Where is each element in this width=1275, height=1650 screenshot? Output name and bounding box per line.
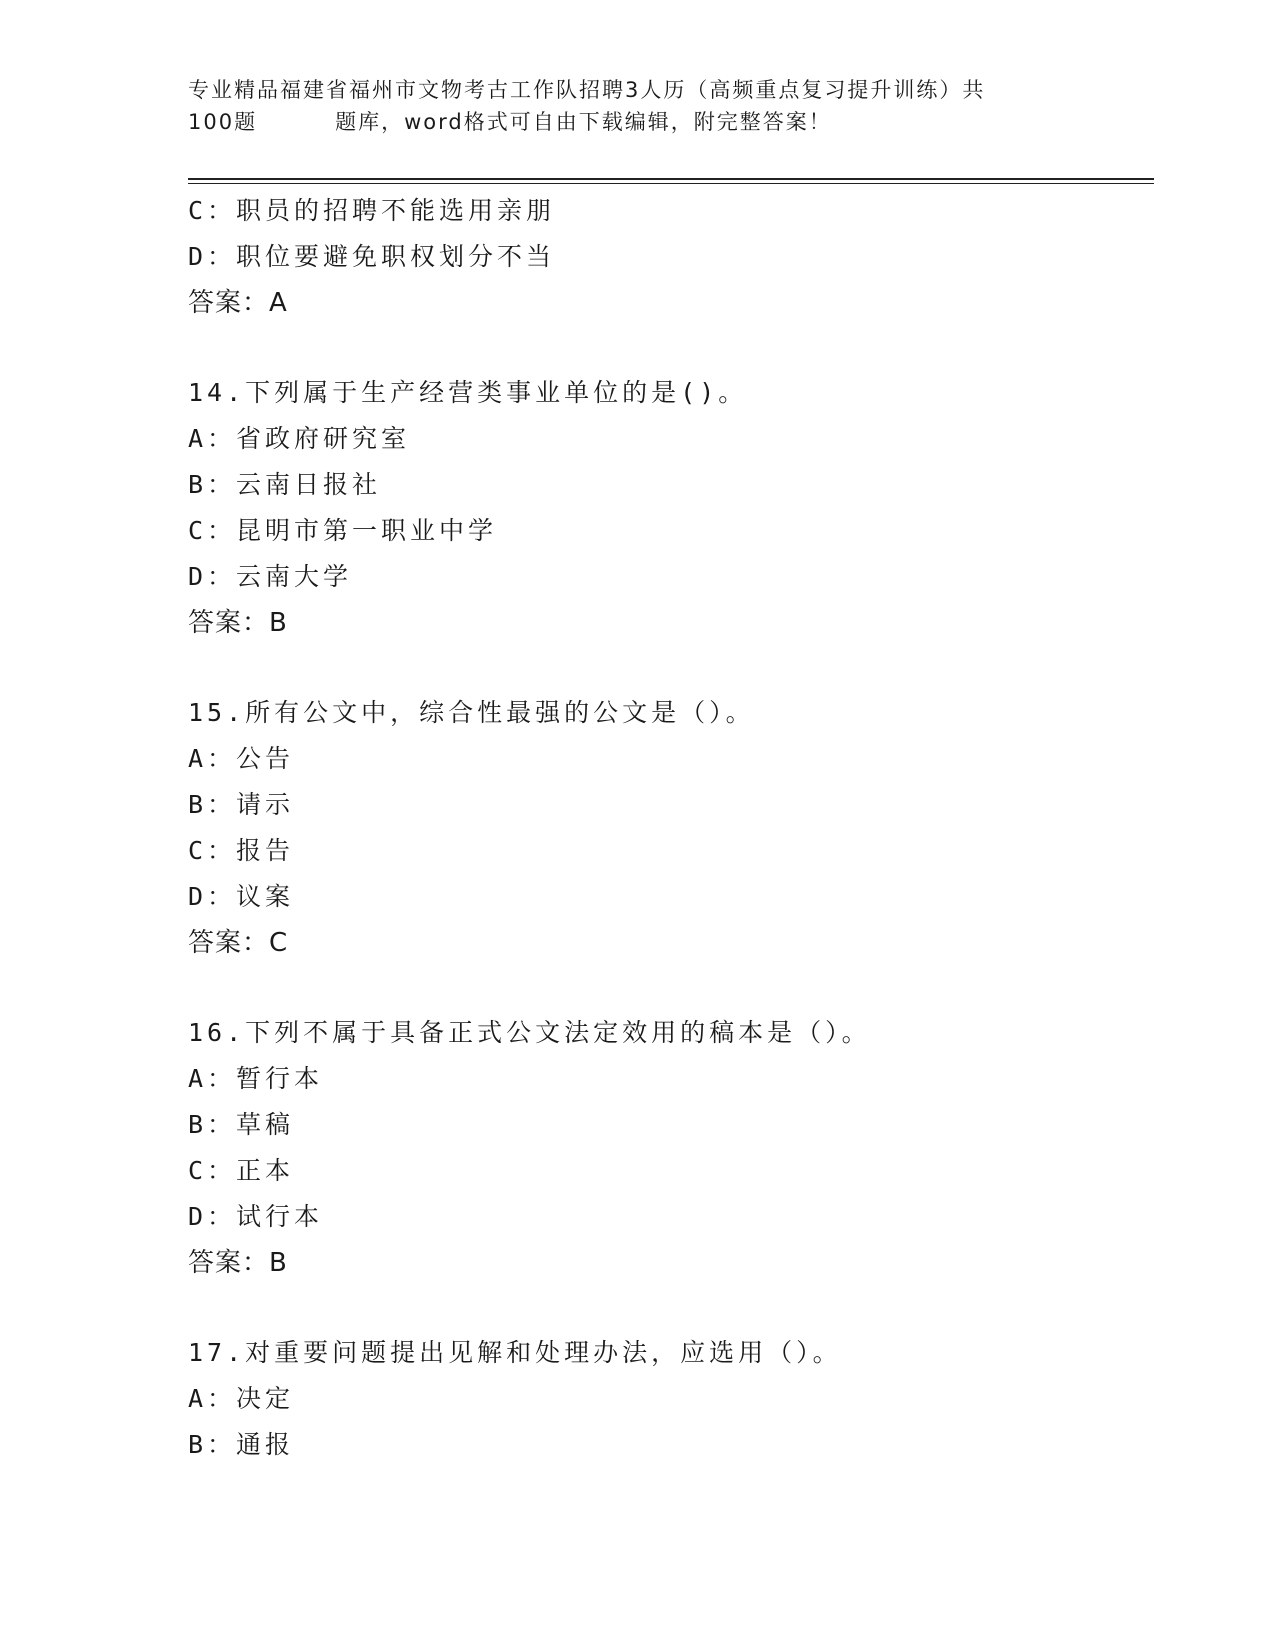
option-a: A：暂行本 [188,1064,324,1093]
answer-line: 答案：A [188,288,288,318]
question-text: 14.下列属于生产经营类事业单位的是()。 [188,378,748,407]
question-block-14 [188,370,1148,646]
option-c: C：职员的招聘不能选用亲朋 [188,196,556,225]
option-a: A：公告 [188,744,295,773]
option-b: B：通报 [188,1430,295,1459]
header-title-line2 [188,106,1088,138]
answer-line: 答案：B [188,608,288,638]
question-text: 16.下列不属于具备正式公文法定效用的稿本是（）。 [188,1018,871,1047]
question-text: 17.对重要问题提出见解和处理办法，应选用（）。 [188,1338,842,1367]
option-d: D：云南大学 [188,562,353,591]
header-rule-thick [188,178,1154,180]
option-c: C：正本 [188,1156,295,1185]
header-title-line1: 专业精品福建省福州市文物考古工作队招聘3人历（高频重点复习提升训练）共 [188,78,986,102]
question-block-13 [188,188,1148,326]
answer-line: 答案：C [188,928,289,958]
document-header [188,74,1088,138]
option-d: D：试行本 [188,1202,324,1231]
option-a: A：省政府研究室 [188,424,411,453]
question-text: 15.所有公文中，综合性最强的公文是（）。 [188,698,755,727]
header-count: 100题 [188,110,258,134]
header-description: 题库，word格式可自由下载编辑，附完整答案！ [335,110,832,134]
question-block-15 [188,690,1148,966]
answer-line: 答案：B [188,1248,288,1278]
option-b: B：云南日报社 [188,470,382,499]
option-c: C：昆明市第一职业中学 [188,516,498,545]
header-rule-thin [188,183,1154,184]
option-c: C：报告 [188,836,295,865]
option-b: B：草稿 [188,1110,295,1139]
question-block-17 [188,1330,1148,1468]
option-a: A：决定 [188,1384,295,1413]
question-list [188,188,1148,1468]
question-block-16 [188,1010,1148,1286]
option-d: D：议案 [188,882,295,911]
option-b: B：请示 [188,790,295,819]
option-d: D：职位要避免职权划分不当 [188,242,556,271]
